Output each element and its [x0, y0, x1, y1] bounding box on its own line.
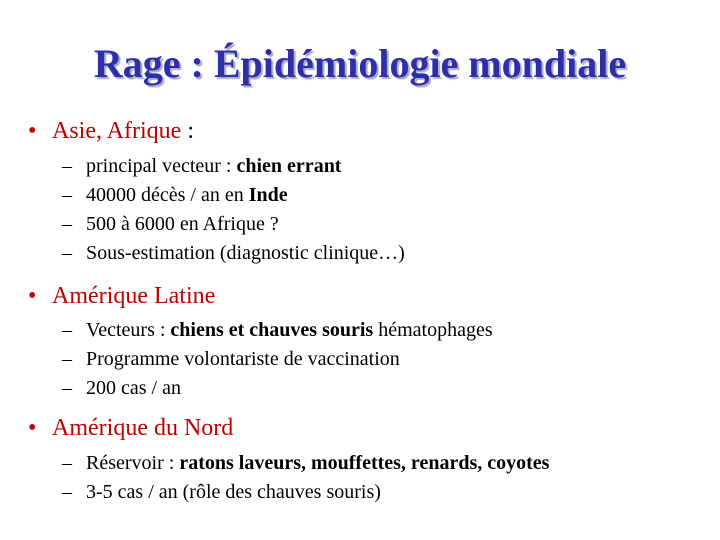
item-text: 200 cas / an [86, 377, 181, 399]
list-item [62, 345, 493, 374]
item-text: 3-5 cas / an (rôle des chauves souris) [86, 481, 381, 503]
item-text: 40000 décès / an en [86, 184, 249, 206]
list-item [62, 478, 549, 507]
bullet-icon: • [28, 118, 37, 144]
list-item [62, 210, 405, 239]
item-text: 500 à 6000 en Afrique ? [86, 213, 279, 235]
dash-icon: – [62, 319, 72, 341]
dash-icon: – [62, 242, 72, 264]
section-heading-text: Amérique Latine [52, 283, 216, 309]
item-text-after: hématophages [373, 319, 493, 341]
bullet-icon: • [28, 415, 37, 441]
dash-icon: – [62, 348, 72, 370]
list-item [62, 239, 405, 268]
item-bold-text: ratons laveurs, mouffettes, renards, coyotes [179, 452, 550, 474]
dash-icon: – [62, 184, 72, 206]
list-item [62, 449, 549, 478]
dash-icon: – [62, 452, 72, 474]
list-item [62, 374, 493, 403]
item-text: principal vecteur : [86, 155, 237, 177]
section-heading-text: Amérique du Nord [52, 415, 234, 441]
item-bold-text: Inde [248, 184, 288, 206]
section-heading-amerique-du-nord [28, 415, 233, 442]
section-items-amerique-latine [62, 316, 493, 403]
dash-icon: – [62, 213, 72, 235]
item-text: Réservoir : [86, 452, 180, 474]
item-bold-text: chiens et chauves souris [170, 319, 374, 341]
section-heading-amerique-latine [28, 283, 215, 310]
item-text: Vecteurs : [86, 319, 171, 341]
slide-title: Rage : Épidémiologie mondiale [93, 41, 627, 86]
section-heading-text: Asie, Afrique [52, 118, 182, 144]
dash-icon: – [62, 481, 72, 503]
list-item [62, 181, 405, 210]
item-text: Programme volontariste de vaccination [86, 348, 400, 370]
list-item [62, 152, 405, 181]
section-heading-asie-afrique [28, 118, 194, 145]
item-bold-text: chien errant [236, 155, 342, 177]
section-items-amerique-du-nord [62, 449, 549, 507]
section-items-asie-afrique [62, 152, 405, 268]
list-item [62, 316, 493, 345]
item-text: Sous-estimation (diagnostic clinique…) [86, 242, 405, 264]
dash-icon: – [62, 155, 72, 177]
section-heading-suffix: : [181, 118, 194, 144]
bullet-icon: • [28, 283, 37, 309]
dash-icon: – [62, 377, 72, 399]
